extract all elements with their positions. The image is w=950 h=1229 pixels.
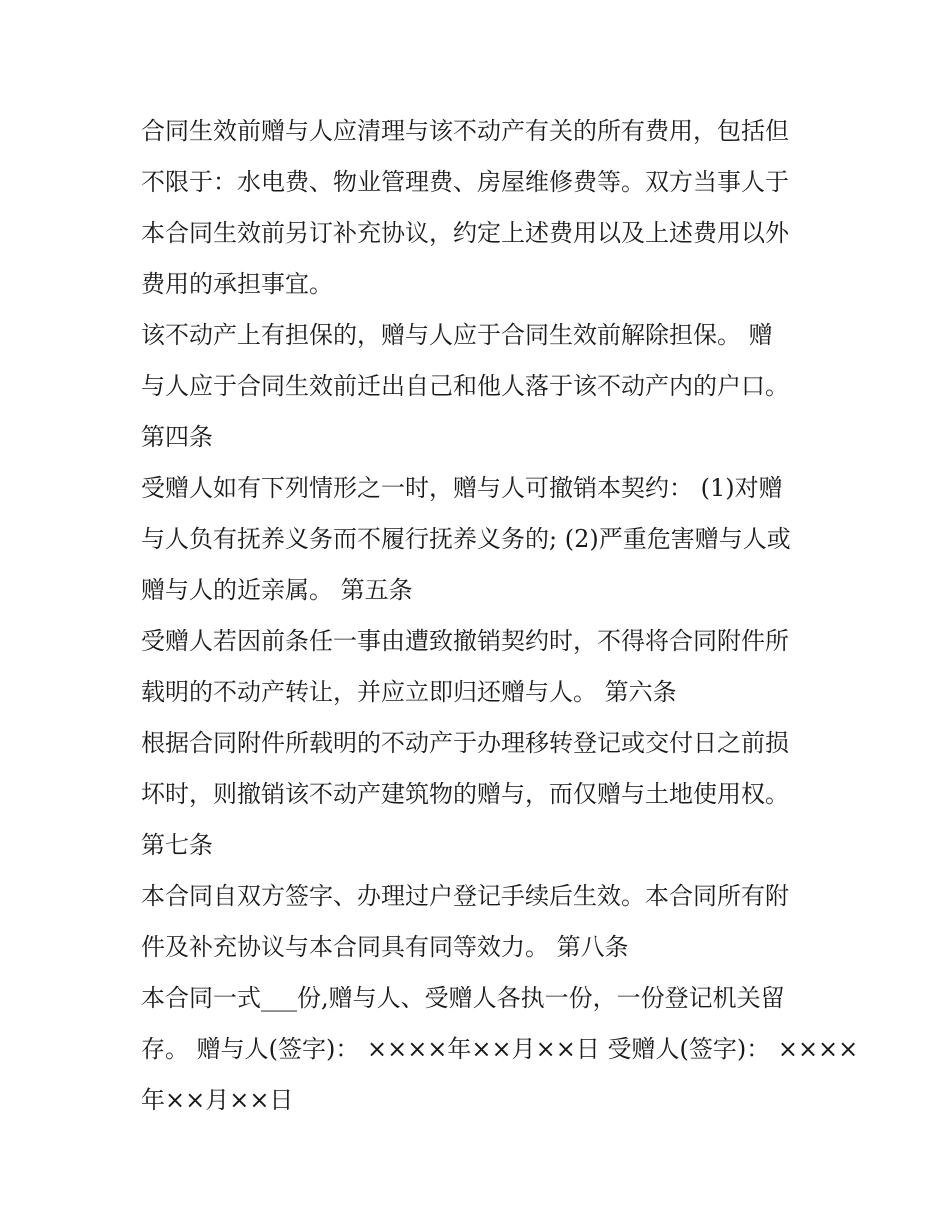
signature-line: 存。 赠与人(签字)： ××××年××月××日 受赠人(签字)： ×××× (141, 1035, 859, 1063)
text-line: 本合同生效前另订补充协议，约定上述费用以及上述费用以外 (141, 219, 789, 247)
text-line: 件及补充协议与本合同具有同等效力。 第八条 (141, 933, 629, 961)
text-line: 本合同自双方签字、办理过户登记手续后生效。本合同所有附 (141, 882, 789, 910)
text-line: 坏时，则撤销该不动产建筑物的赠与，而仅赠与土地使用权。 (141, 780, 789, 808)
text-line: 与人负有抚养义务而不履行抚养义务的; (2)严重危害赠与人或 (141, 525, 791, 553)
text-line: 赠与人的近亲属。 第五条 (141, 576, 413, 604)
text-line: 本合同一式___份,赠与人、受赠人各执一份，一份登记机关留 (141, 984, 785, 1012)
text-line: 根据合同附件所载明的不动产于办理移转登记或交付日之前损 (141, 729, 789, 757)
text-line: 载明的不动产转让，并应立即归还赠与人。 第六条 (141, 678, 677, 706)
document-body (141, 106, 859, 1126)
date-line: 年××月××日 (141, 1086, 294, 1114)
text-line: 合同生效前赠与人应清理与该不动产有关的所有费用，包括但 (141, 117, 789, 145)
text-line: 费用的承担事宜。 (141, 270, 333, 298)
text-line: 受赠人如有下列情形之一时，赠与人可撤销本契约： (1)对赠 (141, 474, 783, 502)
text-line: 不限于：水电费、物业管理费、房屋维修费等。双方当事人于 (141, 168, 789, 196)
article-heading: 第七条 (141, 831, 213, 859)
text-line: 该不动产上有担保的，赠与人应于合同生效前解除担保。 赠 (141, 321, 773, 349)
article-heading: 第四条 (141, 423, 213, 451)
text-line: 受赠人若因前条任一事由遭致撤销契约时，不得将合同附件所 (141, 627, 789, 655)
text-line: 与人应于合同生效前迁出自己和他人落于该不动产内的户口。 (141, 372, 789, 400)
